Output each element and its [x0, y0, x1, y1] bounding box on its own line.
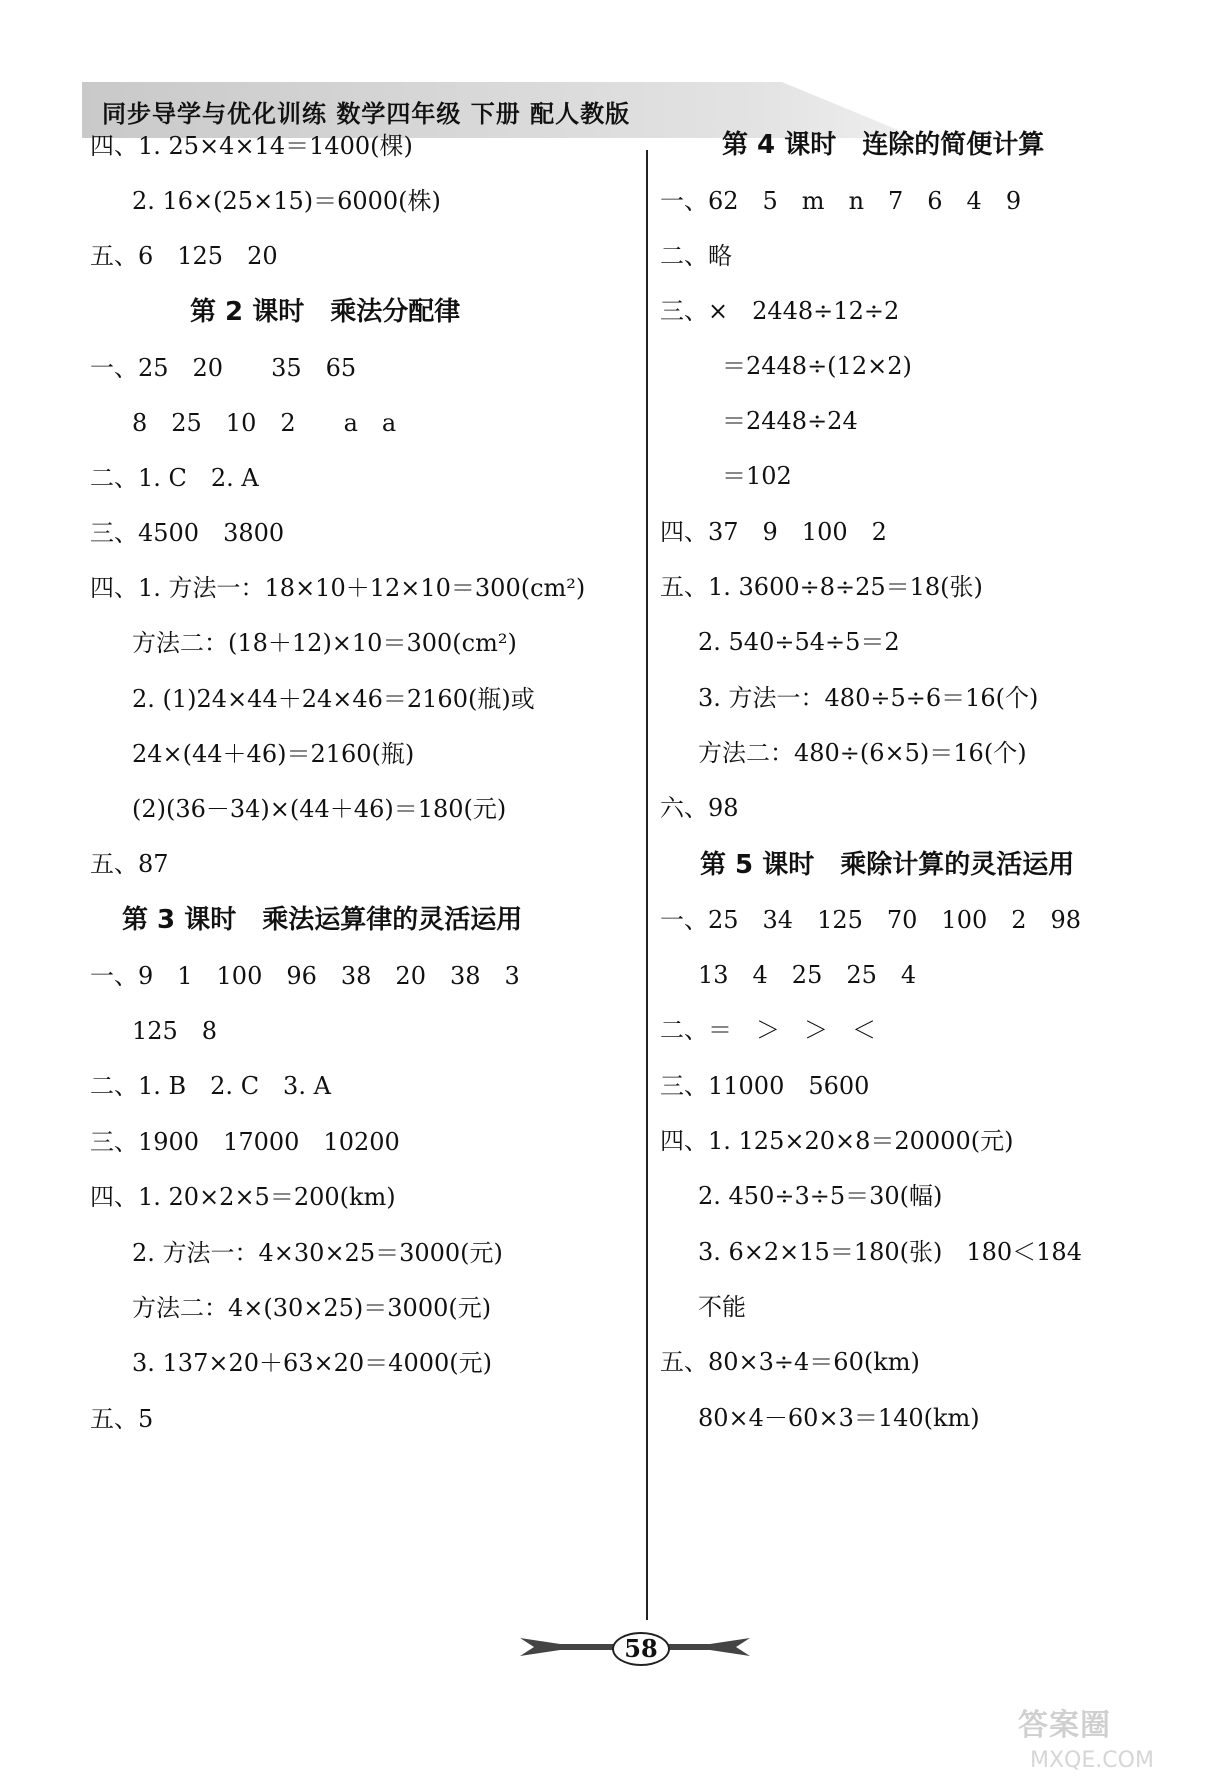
answer-line: 2. 540÷54÷5＝2 — [698, 628, 900, 656]
answer-line: 不能 — [698, 1293, 746, 1321]
answer-line: 三、1900 17000 10200 — [90, 1128, 400, 1156]
answer-line: ＝2448÷(12×2) — [722, 352, 912, 380]
section-heading-lesson-4: 第 4 课时 连除的简便计算 — [722, 130, 1045, 160]
answer-line: 一、9 1 100 96 38 20 38 3 — [90, 962, 520, 990]
answer-line: 四、1. 20×2×5＝200(km) — [90, 1183, 396, 1211]
answer-line: 二、略 — [660, 242, 732, 270]
answer-line: 125 8 — [132, 1017, 218, 1045]
answer-line: 三、4500 3800 — [90, 519, 285, 547]
answer-line: 五、87 — [90, 850, 169, 878]
answer-line: 三、11000 5600 — [660, 1072, 870, 1100]
answer-line: 二、1. C 2. A — [90, 464, 259, 492]
answer-line: 24×(44＋46)＝2160(瓶) — [132, 740, 415, 768]
answer-line: 一、62 5 m n 7 6 4 9 — [660, 187, 1022, 215]
answer-line: 方法二：(18＋12)×10＝300(cm²) — [132, 629, 517, 657]
page-header-title: 同步导学与优化训练 数学四年级 下册 配人教版 — [102, 100, 631, 128]
answer-line: 13 4 25 25 4 — [698, 961, 917, 989]
answer-line: 五、5 — [90, 1405, 154, 1433]
column-divider — [646, 150, 648, 1620]
answer-line: 3. 方法一：480÷5÷6＝16(个) — [698, 684, 1039, 712]
answer-line: 五、80×3÷4＝60(km) — [660, 1348, 920, 1376]
answer-line: 80×4－60×3＝140(km) — [698, 1404, 980, 1432]
answer-line: 三、× 2448÷12÷2 — [660, 297, 900, 325]
section-heading-lesson-2: 第 2 课时 乘法分配律 — [190, 297, 461, 327]
answer-line: 8 25 10 2 a a — [132, 409, 397, 437]
answer-line: 2. 16×(25×15)＝6000(株) — [132, 187, 441, 215]
answer-line: 四、1. 25×4×14＝1400(棵) — [90, 132, 413, 160]
watermark-logo: 答案圈 — [1018, 1708, 1111, 1743]
answer-line: 3. 137×20＋63×20＝4000(元) — [132, 1349, 492, 1377]
answer-line: 2. 450÷3÷5＝30(幅) — [698, 1182, 943, 1210]
answer-line: 四、1. 125×20×8＝20000(元) — [660, 1127, 1014, 1155]
answer-line: 方法二：480÷(6×5)＝16(个) — [698, 739, 1027, 767]
answer-line: 四、37 9 100 2 — [660, 518, 887, 546]
section-heading-lesson-5: 第 5 课时 乘除计算的灵活运用 — [700, 850, 1075, 880]
answer-line: 二、1. B 2. C 3. A — [90, 1072, 331, 1100]
page-number: 58 — [612, 1632, 670, 1666]
answer-line: ＝102 — [722, 462, 792, 490]
answer-line: 五、6 125 20 — [90, 242, 278, 270]
answer-line: 六、98 — [660, 794, 739, 822]
watermark-url: MXQE.COM — [1030, 1748, 1154, 1773]
answer-line: 2. (1)24×44＋24×46＝2160(瓶)或 — [132, 685, 535, 713]
answer-line: 2. 方法一：4×30×25＝3000(元) — [132, 1239, 503, 1267]
answer-line: 方法二：4×(30×25)＝3000(元) — [132, 1294, 492, 1322]
answer-line: 二、＝ ＞ ＞ ＜ — [660, 1016, 876, 1044]
section-heading-lesson-3: 第 3 课时 乘法运算律的灵活运用 — [122, 905, 523, 935]
answer-line: (2)(36－34)×(44＋46)＝180(元) — [132, 795, 507, 823]
answer-line: 五、1. 3600÷8÷25＝18(张) — [660, 573, 983, 601]
answer-line: 一、25 34 125 70 100 2 98 — [660, 906, 1082, 934]
answer-line: 3. 6×2×15＝180(张) 180＜184 — [698, 1238, 1082, 1266]
answer-line: 一、25 20 35 65 — [90, 354, 357, 382]
answer-line: 四、1. 方法一：18×10＋12×10＝300(cm²) — [90, 574, 586, 602]
answer-line: ＝2448÷24 — [722, 407, 858, 435]
